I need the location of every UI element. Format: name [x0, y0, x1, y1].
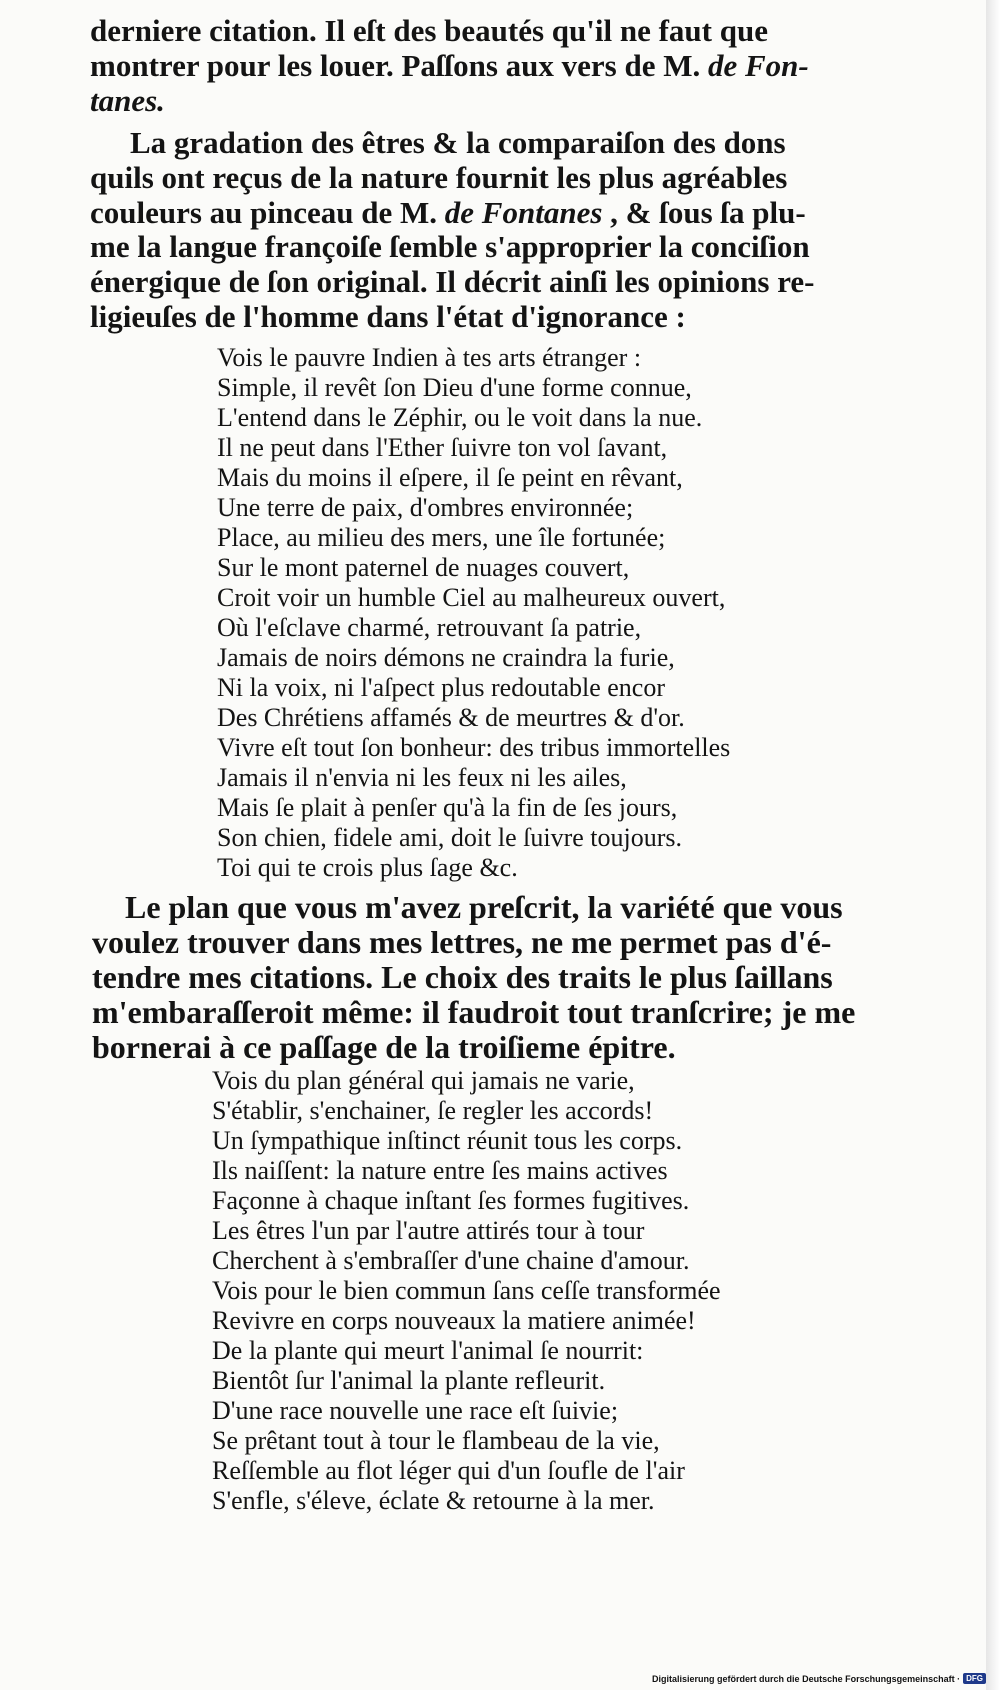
paragraph-2-line-3b: , & ſous ſa plu-	[610, 194, 806, 230]
verse-1-line: Place, au milieu des mers, une île fortunée;	[217, 523, 666, 552]
paragraph-3-line-1: Le plan que vous m'avez preſcrit, la variété que vous	[125, 889, 843, 925]
paragraph-3-line-4: m'embaraſſeroit même: il faudroit tout tranſcrire; je me	[92, 994, 856, 1030]
dfg-logo-icon: DFG	[963, 1673, 986, 1684]
verse-2-line: Reſſemble au flot léger qui d'un ſoufle de l'air	[212, 1456, 685, 1485]
verse-2-line: Bientôt ſur l'animal la plante refleurit.	[212, 1366, 606, 1395]
verse-1-line: Sur le mont paternel de nuages couvert,	[217, 553, 630, 582]
verse-1-line: Ni la voix, ni l'aſpect plus redoutable encor	[217, 673, 665, 702]
verse-1-line: Jamais il n'envia ni les feux ni les ailes,	[217, 763, 627, 792]
verse-1-line: L'entend dans le Zéphir, ou le voit dans la nue.	[217, 403, 703, 432]
paragraph-1	[90, 14, 970, 118]
paragraph-2	[90, 126, 970, 161]
verse-2-line: Les êtres l'un par l'autre attirés tour à tour	[212, 1216, 645, 1245]
verse-2-line: Vois du plan général qui jamais ne varie,	[212, 1066, 635, 1095]
paragraph-2-cont	[90, 161, 970, 335]
paragraph-2-line-2: quils ont reçus de la nature fournit les plus agréables	[90, 159, 788, 195]
verse-1-line: Vois le pauvre Indien à tes arts étranger :	[217, 343, 642, 372]
verse-2-line: Se prêtant tout à tour le flambeau de la vie,	[212, 1426, 660, 1455]
verse-2-line: De la plante qui meurt l'animal ſe nourrit:	[212, 1336, 644, 1365]
verse-1-line: Son chien, fidele ami, doit le ſuivre toujours.	[217, 823, 683, 852]
verse-1-line: Vivre eſt tout ſon bonheur: des tribus immortelles	[217, 733, 731, 762]
paragraph-3-line-5: bornerai à ce paſſage de la troiſieme épitre.	[92, 1029, 676, 1065]
verse-2-line: Ils naiſſent: la nature entre ſes mains actives	[212, 1156, 668, 1185]
paragraph-2-line-6: ligieuſes de l'homme dans l'état d'ignorance :	[90, 298, 686, 334]
page-edge	[986, 0, 1000, 1690]
paragraph-1-line-2	[90, 49, 970, 84]
verse-1-line: Mais du moins il eſpere, il ſe peint en rêvant,	[217, 463, 683, 492]
paragraph-3-line-2: voulez trouver dans mes lettres, ne me permet pas d'é-	[92, 924, 832, 960]
paragraph-3-line-3: tendre mes citations. Le choix des traits le plus ſaillans	[92, 959, 833, 995]
verse-1-line: Croit voir un humble Ciel au malheureux ouvert,	[217, 583, 726, 612]
footer-credit-text: Digitalisierung gefördert durch die Deutsche Forschungsgemeinschaft ·	[652, 1673, 961, 1684]
verse-1-line: Jamais de noirs démons ne craindra la furie,	[217, 643, 675, 672]
verse-1-line: Simple, il revêt ſon Dieu d'une forme connue,	[217, 373, 692, 402]
paragraph-1-line-2-text: montrer pour les louer. Paſſons aux vers de M.	[90, 47, 701, 83]
verse-2-line: Façonne à chaque inſtant ſes formes fugitives.	[212, 1186, 690, 1215]
verse-2-line: Un ſympathique inſtinct réunit tous les corps.	[212, 1126, 683, 1155]
digitization-footer	[652, 1673, 986, 1684]
author-name-italic-2: de Fontanes	[444, 194, 603, 230]
paragraph-2-line-4: me la langue françoiſe ſemble s'approprier la conciſion	[90, 229, 810, 265]
verse-block-1	[217, 343, 917, 883]
verse-1-line: Où l'eſclave charmé, retrouvant ſa patrie,	[217, 613, 642, 642]
verse-1-line: Mais ſe plait à penſer qu'à la fin de ſes jours,	[217, 793, 678, 822]
paragraph-3	[125, 890, 970, 925]
verse-2-line: Revivre en corps nouveaux la matiere animée!	[212, 1306, 696, 1335]
verse-1-line: Une terre de paix, d'ombres environnée;	[217, 493, 634, 522]
author-name-italic: de Fon-	[708, 47, 809, 83]
verse-2-line: S'enfle, s'éleve, éclate & retourne à la mer.	[212, 1486, 655, 1515]
paragraph-2-line-5: énergique de ſon original. Il décrit ainſi les opinions re-	[90, 264, 815, 300]
paragraph-3-cont	[92, 925, 970, 1065]
paragraph-2-line-3	[90, 196, 970, 231]
paragraph-1-line-3: tanes.	[90, 82, 165, 118]
verse-2-line: Vois pour le bien commun ſans ceſſe transformée	[212, 1276, 721, 1305]
verse-block-2	[212, 1066, 912, 1516]
verse-2-line: D'une race nouvelle une race eſt ſuivie;	[212, 1396, 619, 1425]
paragraph-1-line-1: derniere citation. Il eſt des beautés qu'il ne faut que	[90, 13, 768, 48]
verse-1-line: Il ne peut dans l'Ether ſuivre ton vol ſavant,	[217, 433, 668, 462]
paragraph-2-line-1: La gradation des êtres & la comparaiſon des dons	[130, 125, 786, 160]
paragraph-2-line-3a: couleurs au pinceau de M.	[90, 194, 438, 230]
verse-1-line: Toi qui te crois plus ſage &c.	[217, 853, 518, 882]
verse-1-line: Des Chrétiens affamés & de meurtres & d'or.	[217, 703, 685, 732]
verse-2-line: Cherchent à s'embraſſer d'une chaine d'amour.	[212, 1246, 690, 1275]
verse-2-line: S'établir, s'enchainer, ſe regler les accords!	[212, 1096, 654, 1125]
